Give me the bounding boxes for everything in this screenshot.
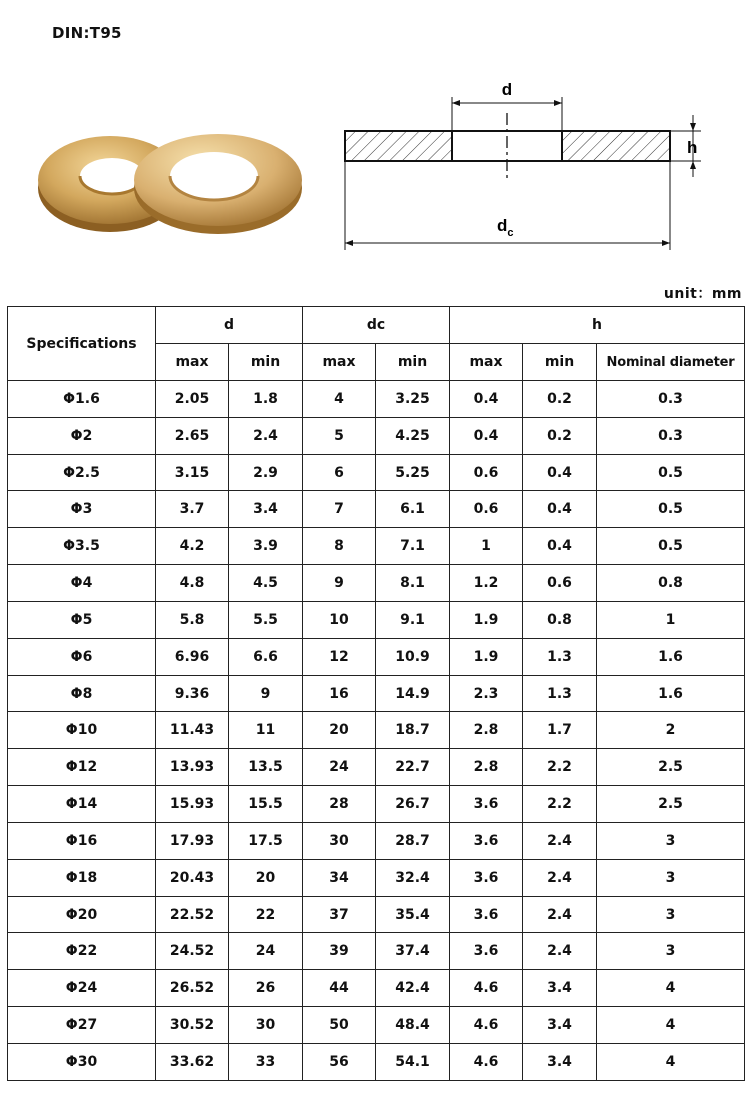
table-row: [8, 601, 745, 638]
cell-h-max: 3.6: [450, 859, 523, 896]
spec-table: [7, 306, 745, 1081]
cell-h-nominal: 0.3: [597, 417, 745, 454]
label-dc-subscript: c: [507, 227, 514, 239]
cell-h-max: 1: [450, 528, 523, 565]
cell-h-nominal: 2: [597, 712, 745, 749]
cell-spec: Φ12: [8, 749, 156, 786]
cell-h-nominal: 3: [597, 822, 745, 859]
cell-d-min: 33: [229, 1043, 303, 1080]
cell-dc-max: 12: [303, 638, 376, 675]
page-title: DIN:T95: [52, 24, 122, 42]
cell-h-max: 1.2: [450, 565, 523, 602]
cell-h-min: 2.2: [523, 749, 597, 786]
cell-d-min: 3.4: [229, 491, 303, 528]
header-group-h: h: [450, 307, 745, 344]
cell-d-min: 22: [229, 896, 303, 933]
cell-dc-max: 4: [303, 381, 376, 418]
cell-dc-min: 28.7: [376, 822, 450, 859]
table-row: [8, 638, 745, 675]
cell-d-max: 2.05: [156, 381, 229, 418]
cell-h-min: 2.4: [523, 859, 597, 896]
cell-dc-min: 14.9: [376, 675, 450, 712]
cell-dc-max: 6: [303, 454, 376, 491]
svg-text:dc: [497, 216, 514, 239]
cell-h-max: 3.6: [450, 822, 523, 859]
table-row: [8, 859, 745, 896]
cell-d-max: 9.36: [156, 675, 229, 712]
cell-dc-min: 9.1: [376, 601, 450, 638]
table-row: [8, 454, 745, 491]
cell-h-max: 4.6: [450, 970, 523, 1007]
cell-h-min: 3.4: [523, 1043, 597, 1080]
cell-d-min: 4.5: [229, 565, 303, 602]
cell-h-max: 3.6: [450, 933, 523, 970]
table-row: [8, 896, 745, 933]
cell-d-max: 6.96: [156, 638, 229, 675]
label-d: d: [501, 80, 513, 99]
cell-h-nominal: 1.6: [597, 675, 745, 712]
cell-h-min: 0.6: [523, 565, 597, 602]
cell-h-min: 1.7: [523, 712, 597, 749]
cell-d-max: 2.65: [156, 417, 229, 454]
cell-dc-max: 28: [303, 786, 376, 823]
cell-h-min: 0.2: [523, 381, 597, 418]
header-h-min: min: [523, 344, 597, 381]
cell-d-min: 24: [229, 933, 303, 970]
cell-h-nominal: 0.5: [597, 491, 745, 528]
cell-dc-min: 42.4: [376, 970, 450, 1007]
cell-h-max: 3.6: [450, 786, 523, 823]
table-row: [8, 381, 745, 418]
table-row: [8, 491, 745, 528]
cell-h-nominal: 3: [597, 933, 745, 970]
cell-h-max: 4.6: [450, 1007, 523, 1044]
cell-dc-min: 35.4: [376, 896, 450, 933]
cell-h-max: 1.9: [450, 601, 523, 638]
cell-d-min: 17.5: [229, 822, 303, 859]
cell-dc-min: 7.1: [376, 528, 450, 565]
cell-d-max: 20.43: [156, 859, 229, 896]
table-row: [8, 749, 745, 786]
cell-spec: Φ8: [8, 675, 156, 712]
cell-h-min: 2.4: [523, 933, 597, 970]
cell-h-min: 1.3: [523, 638, 597, 675]
cell-dc-max: 24: [303, 749, 376, 786]
cell-h-nominal: 2.5: [597, 749, 745, 786]
cell-d-min: 20: [229, 859, 303, 896]
cell-dc-max: 7: [303, 491, 376, 528]
table-row: [8, 822, 745, 859]
header-dc-max: max: [303, 344, 376, 381]
cell-spec: Φ4: [8, 565, 156, 602]
cell-dc-max: 20: [303, 712, 376, 749]
cell-h-nominal: 4: [597, 970, 745, 1007]
cell-dc-min: 3.25: [376, 381, 450, 418]
cell-d-max: 22.52: [156, 896, 229, 933]
cell-dc-max: 5: [303, 417, 376, 454]
cell-dc-max: 50: [303, 1007, 376, 1044]
cell-spec: Φ5: [8, 601, 156, 638]
cell-d-min: 3.9: [229, 528, 303, 565]
cell-spec: Φ2: [8, 417, 156, 454]
cell-h-min: 0.4: [523, 528, 597, 565]
cell-spec: Φ20: [8, 896, 156, 933]
cell-spec: Φ30: [8, 1043, 156, 1080]
cell-d-min: 5.5: [229, 601, 303, 638]
dimension-h: [670, 115, 701, 177]
cell-d-min: 2.9: [229, 454, 303, 491]
cell-d-max: 26.52: [156, 970, 229, 1007]
washer-cross-section-diagram: [335, 75, 720, 260]
cell-h-max: 3.6: [450, 896, 523, 933]
cell-spec: Φ18: [8, 859, 156, 896]
header-group-d: d: [156, 307, 303, 344]
cell-d-min: 13.5: [229, 749, 303, 786]
cell-h-nominal: 0.8: [597, 565, 745, 602]
cell-dc-min: 54.1: [376, 1043, 450, 1080]
cell-spec: Φ10: [8, 712, 156, 749]
cell-d-max: 5.8: [156, 601, 229, 638]
table-row: [8, 1007, 745, 1044]
washer-section-left: [345, 131, 452, 161]
cell-h-min: 2.4: [523, 822, 597, 859]
table-header-row: [8, 307, 745, 344]
header-h-nominal: Nominal diameter: [597, 344, 745, 381]
cell-d-min: 30: [229, 1007, 303, 1044]
cell-spec: Φ1.6: [8, 381, 156, 418]
cell-spec: Φ16: [8, 822, 156, 859]
cell-dc-max: 56: [303, 1043, 376, 1080]
cell-spec: Φ3.5: [8, 528, 156, 565]
dimension-dc: [345, 161, 670, 250]
cell-h-max: 2.3: [450, 675, 523, 712]
table-row: [8, 786, 745, 823]
cell-h-min: 3.4: [523, 1007, 597, 1044]
cell-spec: Φ3: [8, 491, 156, 528]
unit-label: unit：mm: [663, 286, 742, 302]
cell-h-max: 1.9: [450, 638, 523, 675]
cell-dc-min: 32.4: [376, 859, 450, 896]
cell-h-max: 4.6: [450, 1043, 523, 1080]
cell-d-max: 15.93: [156, 786, 229, 823]
cell-dc-max: 10: [303, 601, 376, 638]
cell-h-max: 0.4: [450, 417, 523, 454]
cell-d-max: 33.62: [156, 1043, 229, 1080]
cell-h-nominal: 1: [597, 601, 745, 638]
cell-h-min: 2.4: [523, 896, 597, 933]
table-row: [8, 675, 745, 712]
table-row: [8, 933, 745, 970]
cell-dc-min: 22.7: [376, 749, 450, 786]
cell-spec: Φ2.5: [8, 454, 156, 491]
washer-photo: [28, 118, 306, 240]
cell-dc-min: 18.7: [376, 712, 450, 749]
cell-dc-min: 5.25: [376, 454, 450, 491]
cell-dc-min: 10.9: [376, 638, 450, 675]
cell-h-nominal: 4: [597, 1007, 745, 1044]
cell-h-max: 0.4: [450, 381, 523, 418]
cell-h-min: 3.4: [523, 970, 597, 1007]
cell-d-min: 1.8: [229, 381, 303, 418]
cell-d-max: 4.8: [156, 565, 229, 602]
cell-h-max: 2.8: [450, 712, 523, 749]
cell-spec: Φ24: [8, 970, 156, 1007]
cell-h-min: 0.8: [523, 601, 597, 638]
cell-dc-max: 8: [303, 528, 376, 565]
cell-h-min: 0.4: [523, 454, 597, 491]
cell-d-min: 9: [229, 675, 303, 712]
cell-spec: Φ27: [8, 1007, 156, 1044]
cell-h-min: 2.2: [523, 786, 597, 823]
table-row: [8, 565, 745, 602]
cell-dc-min: 48.4: [376, 1007, 450, 1044]
cell-h-nominal: 4: [597, 1043, 745, 1080]
cell-h-min: 1.3: [523, 675, 597, 712]
cell-dc-max: 34: [303, 859, 376, 896]
cell-h-nominal: 0.3: [597, 381, 745, 418]
cell-h-min: 0.2: [523, 417, 597, 454]
header-d-min: min: [229, 344, 303, 381]
cell-h-max: 0.6: [450, 454, 523, 491]
cell-d-max: 13.93: [156, 749, 229, 786]
cell-d-max: 24.52: [156, 933, 229, 970]
label-dc: d: [497, 216, 508, 235]
header-specifications: Specifications: [8, 307, 156, 381]
cell-dc-max: 44: [303, 970, 376, 1007]
cell-h-nominal: 3: [597, 859, 745, 896]
cell-h-max: 0.6: [450, 491, 523, 528]
spec-table-body: [8, 381, 745, 1081]
cell-h-nominal: 1.6: [597, 638, 745, 675]
header-d-max: max: [156, 344, 229, 381]
table-row: [8, 528, 745, 565]
cell-d-min: 15.5: [229, 786, 303, 823]
table-row: [8, 712, 745, 749]
cell-spec: Φ6: [8, 638, 156, 675]
washer-section-right: [562, 131, 670, 161]
cell-h-min: 0.4: [523, 491, 597, 528]
cell-d-max: 30.52: [156, 1007, 229, 1044]
cell-d-min: 2.4: [229, 417, 303, 454]
cell-h-nominal: 2.5: [597, 786, 745, 823]
label-h: h: [687, 138, 698, 157]
cell-spec: Φ22: [8, 933, 156, 970]
front-washer: [134, 134, 302, 234]
cell-dc-max: 16: [303, 675, 376, 712]
header-h-max: max: [450, 344, 523, 381]
cell-d-max: 3.7: [156, 491, 229, 528]
cell-dc-min: 37.4: [376, 933, 450, 970]
cell-d-min: 6.6: [229, 638, 303, 675]
cell-dc-max: 37: [303, 896, 376, 933]
cell-d-max: 4.2: [156, 528, 229, 565]
cell-h-nominal: 3: [597, 896, 745, 933]
cell-d-max: 3.15: [156, 454, 229, 491]
header-dc-min: min: [376, 344, 450, 381]
cell-dc-min: 8.1: [376, 565, 450, 602]
cell-d-min: 26: [229, 970, 303, 1007]
cell-spec: Φ14: [8, 786, 156, 823]
cell-h-nominal: 0.5: [597, 528, 745, 565]
table-row: [8, 1043, 745, 1080]
table-row: [8, 970, 745, 1007]
cell-d-max: 11.43: [156, 712, 229, 749]
cell-h-nominal: 0.5: [597, 454, 745, 491]
cell-dc-min: 4.25: [376, 417, 450, 454]
cell-dc-max: 30: [303, 822, 376, 859]
header-group-dc: dc: [303, 307, 450, 344]
cell-h-max: 2.8: [450, 749, 523, 786]
cell-dc-max: 9: [303, 565, 376, 602]
cell-d-min: 11: [229, 712, 303, 749]
cell-dc-max: 39: [303, 933, 376, 970]
cell-dc-min: 26.7: [376, 786, 450, 823]
cell-d-max: 17.93: [156, 822, 229, 859]
cell-dc-min: 6.1: [376, 491, 450, 528]
table-row: [8, 417, 745, 454]
